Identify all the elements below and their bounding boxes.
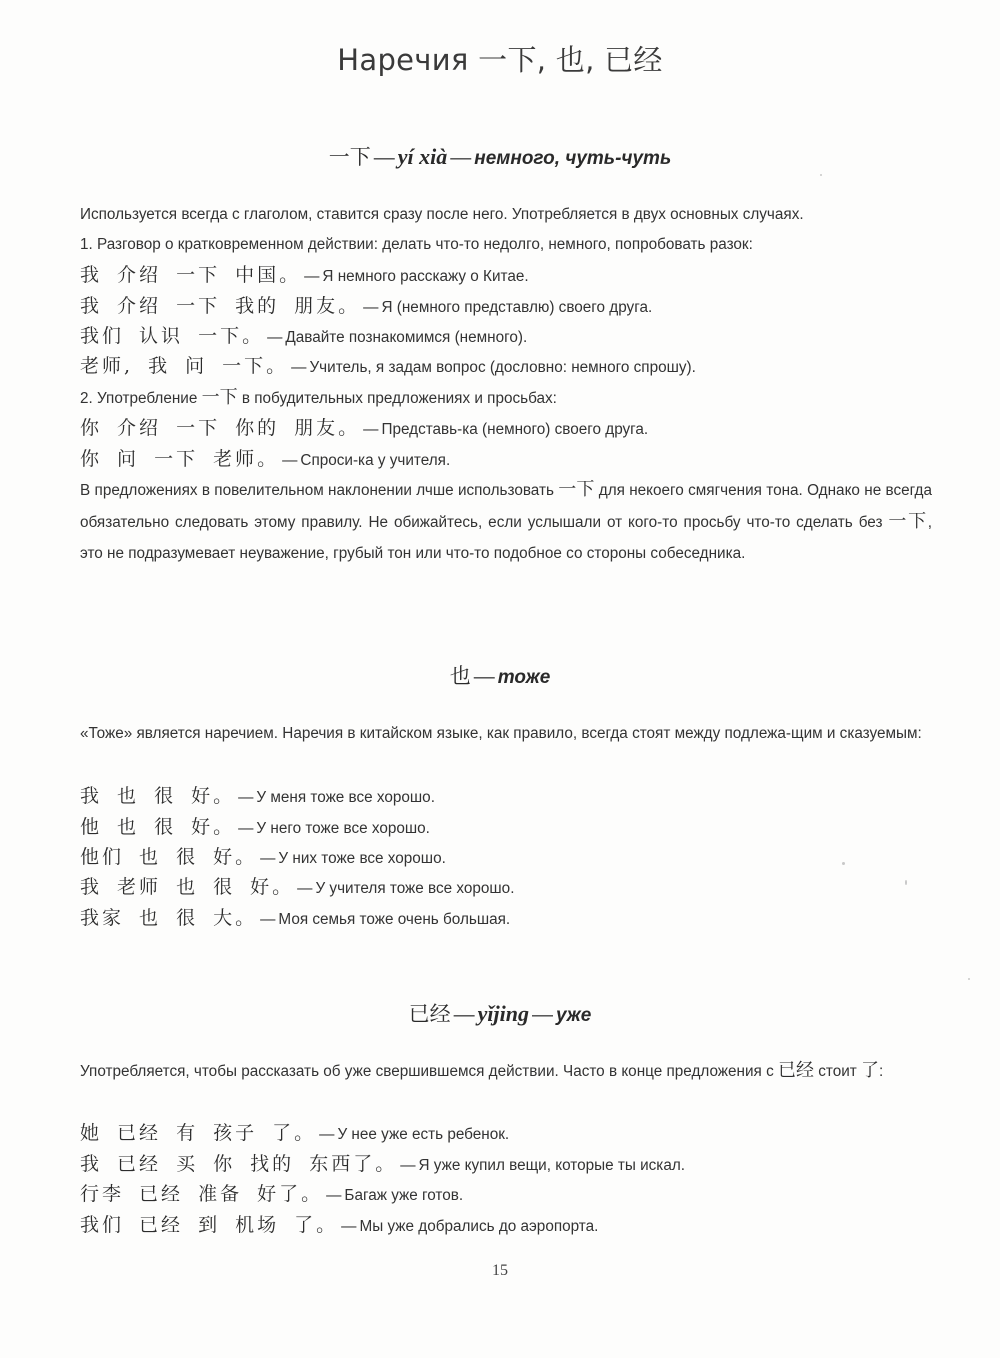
intro-text: Употребляется, чтобы рассказать об уже свершившемся действии. Часто в конце предложения с [80, 1063, 774, 1080]
example-chinese: 行李 已经 准备 好了。 [80, 1183, 324, 1205]
example-dash: — [400, 1157, 416, 1174]
example-chinese: 老师, 我 问 一下。 [80, 355, 289, 377]
example-line [80, 842, 940, 872]
usage-note-paragraph [80, 474, 932, 569]
example-chinese: 我 介绍 一下 中国。 [80, 264, 302, 286]
page-title: Наречия 一下, 也, 已经 [337, 43, 663, 77]
heading-pinyin: yǐjing [477, 1001, 529, 1026]
heading-translation: тоже [497, 667, 551, 688]
example-translation: Моя семья тоже очень большая. [278, 911, 511, 928]
rule-point-2-text: в побудительных предложениях и просьбах: [241, 390, 557, 407]
heading-hanzi: 一下 [328, 145, 371, 169]
note-text: , это не подразумевает неуважение, грубый тон или что-то подобное со стороны собеседника. [80, 514, 933, 562]
example-chinese: 我 也 很 好。 [80, 785, 236, 807]
section-heading-yixia [0, 141, 1000, 171]
example-dash: — [341, 1218, 357, 1235]
example-line [80, 260, 940, 290]
example-line [80, 1210, 940, 1240]
inline-hanzi: 一下 [888, 511, 928, 532]
example-translation: Мы уже добрались до аэропорта. [359, 1218, 599, 1235]
intro-paragraph: «Тоже» является наречием. Наречия в китайском языке, как правило, всегда стоят между подлежа-щим и сказуемым: [80, 725, 922, 742]
example-dash: — [260, 911, 276, 928]
example-line [80, 903, 940, 933]
example-chinese: 我们 已经 到 机场 了。 [80, 1214, 339, 1236]
example-dash: — [326, 1187, 342, 1204]
example-translation: У учителя тоже все хорошо. [315, 880, 515, 897]
page-number: 15 [492, 1262, 508, 1279]
example-dash: — [238, 820, 254, 837]
rule-point-2 [80, 382, 932, 414]
example-chinese: 我 已经 买 你 找的 东西了。 [80, 1153, 398, 1175]
example-chinese: 他们 也 很 好。 [80, 846, 258, 868]
example-translation: Я немного расскажу о Китае. [322, 268, 529, 285]
example-chinese: 我 介绍 一下 我的 朋友。 [80, 295, 361, 317]
example-line [80, 1149, 940, 1179]
example-line [80, 781, 940, 811]
inline-hanzi: 一下 [201, 387, 238, 408]
scan-speck [968, 978, 970, 980]
example-chinese: 我 老师 也 很 好。 [80, 876, 295, 898]
inline-hanzi: 已经 [777, 1060, 814, 1081]
example-line [80, 413, 940, 443]
section-heading-ye [0, 660, 1000, 690]
note-text: В предложениях в повелительном наклонении лчше использовать [80, 482, 554, 499]
example-chinese: 你 问 一下 老师。 [80, 448, 280, 470]
example-dash: — [267, 329, 283, 346]
section-heading-yijing [0, 998, 1000, 1028]
heading-translation: уже [555, 1005, 592, 1026]
example-translation: У него тоже все хорошо. [256, 820, 430, 837]
scan-speck [820, 174, 822, 176]
example-line [80, 1118, 940, 1148]
example-translation: У них тоже все хорошо. [278, 850, 446, 867]
example-line [80, 872, 940, 902]
heading-hanzi: 也 [449, 664, 471, 688]
heading-dash: — [473, 665, 495, 688]
heading-translation: немного, чуть-чуть [474, 148, 672, 169]
heading-dash: — [373, 146, 395, 169]
inline-hanzi: 一下 [558, 479, 595, 500]
example-translation: Учитель, я задам вопрос (дословно: немного спрошу). [309, 359, 696, 376]
example-line [80, 444, 940, 474]
example-translation: Я (немного представлю) своего друга. [381, 299, 653, 316]
example-dash: — [297, 880, 313, 897]
example-dash: — [260, 850, 276, 867]
intro-paragraph [80, 1055, 932, 1087]
example-chinese: 她 已经 有 孩子 了。 [80, 1122, 317, 1144]
inline-hanzi: 了 [861, 1060, 880, 1081]
heading-dash: — [450, 146, 472, 169]
example-translation: Спроси-ка у учителя. [300, 452, 451, 469]
example-chinese: 你 介绍 一下 你的 朋友。 [80, 417, 361, 439]
heading-dash: — [453, 1003, 475, 1026]
intro-paragraph: Используется всегда с глаголом, ставится сразу после него. Употребляется в двух основных случаях. [80, 206, 804, 223]
example-translation: Давайте познакомимся (немного). [285, 329, 528, 346]
example-dash: — [363, 299, 379, 316]
example-dash: — [291, 359, 307, 376]
heading-dash: — [531, 1003, 553, 1026]
example-line [80, 812, 940, 842]
example-line [80, 291, 940, 321]
rule-point-1: 1. Разговор о кратковременном действии: делать что-то недолго, немного, попробовать разок: [80, 236, 753, 253]
heading-hanzi: 已经 [408, 1002, 451, 1026]
example-translation: Представь-ка (немного) своего друга. [381, 421, 649, 438]
example-dash: — [304, 268, 320, 285]
scan-speck [842, 862, 845, 865]
example-line [80, 321, 940, 351]
example-chinese: 他 也 很 好。 [80, 816, 236, 838]
intro-text: стоит [818, 1063, 857, 1080]
example-chinese: 我家 也 很 大。 [80, 907, 258, 929]
example-dash: — [319, 1126, 335, 1143]
scan-speck [905, 880, 907, 885]
example-line [80, 1179, 940, 1209]
example-dash: — [282, 452, 298, 469]
example-chinese: 我们 认识 一下。 [80, 325, 265, 347]
example-translation: Я уже купил вещи, которые ты искал. [418, 1157, 686, 1174]
example-dash: — [363, 421, 379, 438]
heading-pinyin: yí xià [397, 144, 448, 169]
example-translation: У меня тоже все хорошо. [256, 789, 435, 806]
note-text: для некоего смягчения тона. Однако не всегда обязательно следовать этому правилу. Не обижайтесь, если услышали от кого-то просьбу что-то сделать без [80, 482, 932, 531]
example-translation: У нее уже есть ребенок. [337, 1126, 510, 1143]
example-line [80, 351, 940, 381]
example-translation: Багаж уже готов. [344, 1187, 464, 1204]
example-dash: — [238, 789, 254, 806]
rule-point-2-text: 2. Употребление [80, 390, 198, 407]
intro-text: : [879, 1063, 884, 1080]
